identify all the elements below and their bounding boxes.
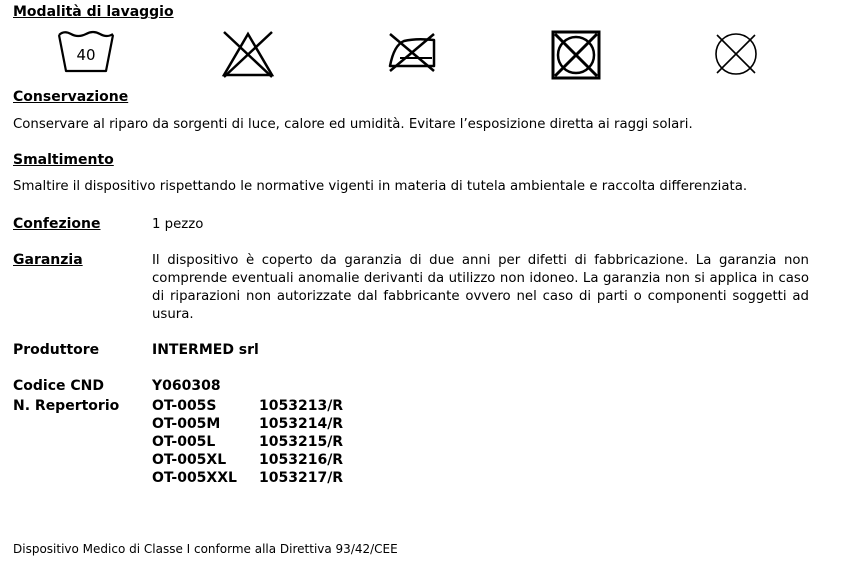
wash-temperature-label: 40 (76, 46, 96, 64)
garanzia-label: Garanzia (13, 252, 83, 268)
conservazione-heading: Conservazione (13, 89, 129, 105)
smaltimento-heading: Smaltimento (13, 152, 114, 168)
wash-40-icon (57, 29, 115, 75)
confezione-value: 1 pezzo (152, 217, 204, 232)
do-not-bleach-icon (220, 30, 276, 78)
do-not-tumble-dry-icon (551, 30, 601, 80)
smaltimento-text: Smaltire il dispositivo rispettando le normative vigenti in materia di tutela ambientale e raccolta differenziata. (13, 179, 748, 194)
footer-text: Dispositivo Medico di Classe I conforme alla Direttiva 93/42/CEE (13, 542, 398, 556)
repertorio-number: 1053216/R (259, 452, 344, 468)
garanzia-text: Il dispositivo è coperto da garanzia di due anni per difetti di fabbricazione. La garanzia non comprende eventuali anomalie derivanti da utilizzo non idoneo. La garanzia non si applica in caso di riparazioni non autorizzate dal fabbricante ovvero nel caso di parti o componenti soggetti ad usura. (152, 253, 809, 322)
produttore-label: Produttore (13, 342, 100, 358)
confezione-label: Confezione (13, 216, 101, 232)
repertorio-code: OT-005XL (152, 452, 227, 468)
repertorio-code: OT-005XXL (152, 470, 237, 486)
codice-cnd-value: Y060308 (152, 378, 221, 394)
repertorio-label: N. Repertorio (13, 398, 120, 414)
produttore-value: INTERMED srl (152, 342, 259, 358)
codice-cnd-label: Codice CND (13, 378, 104, 394)
conservazione-text: Conservare al riparo da sorgenti di luce, calore ed umidità. Evitare l’esposizione diretta ai raggi solari. (13, 117, 693, 132)
repertorio-number: 1053217/R (259, 470, 344, 486)
do-not-iron-icon (386, 31, 438, 73)
repertorio-code: OT-005M (152, 416, 221, 432)
repertorio-number: 1053215/R (259, 434, 344, 450)
repertorio-number: 1053213/R (259, 398, 344, 414)
washing-heading: Modalità di lavaggio (13, 4, 174, 20)
repertorio-number: 1053214/R (259, 416, 344, 432)
repertorio-code: OT-005S (152, 398, 217, 414)
repertorio-code: OT-005L (152, 434, 216, 450)
do-not-dry-clean-icon (711, 30, 761, 78)
